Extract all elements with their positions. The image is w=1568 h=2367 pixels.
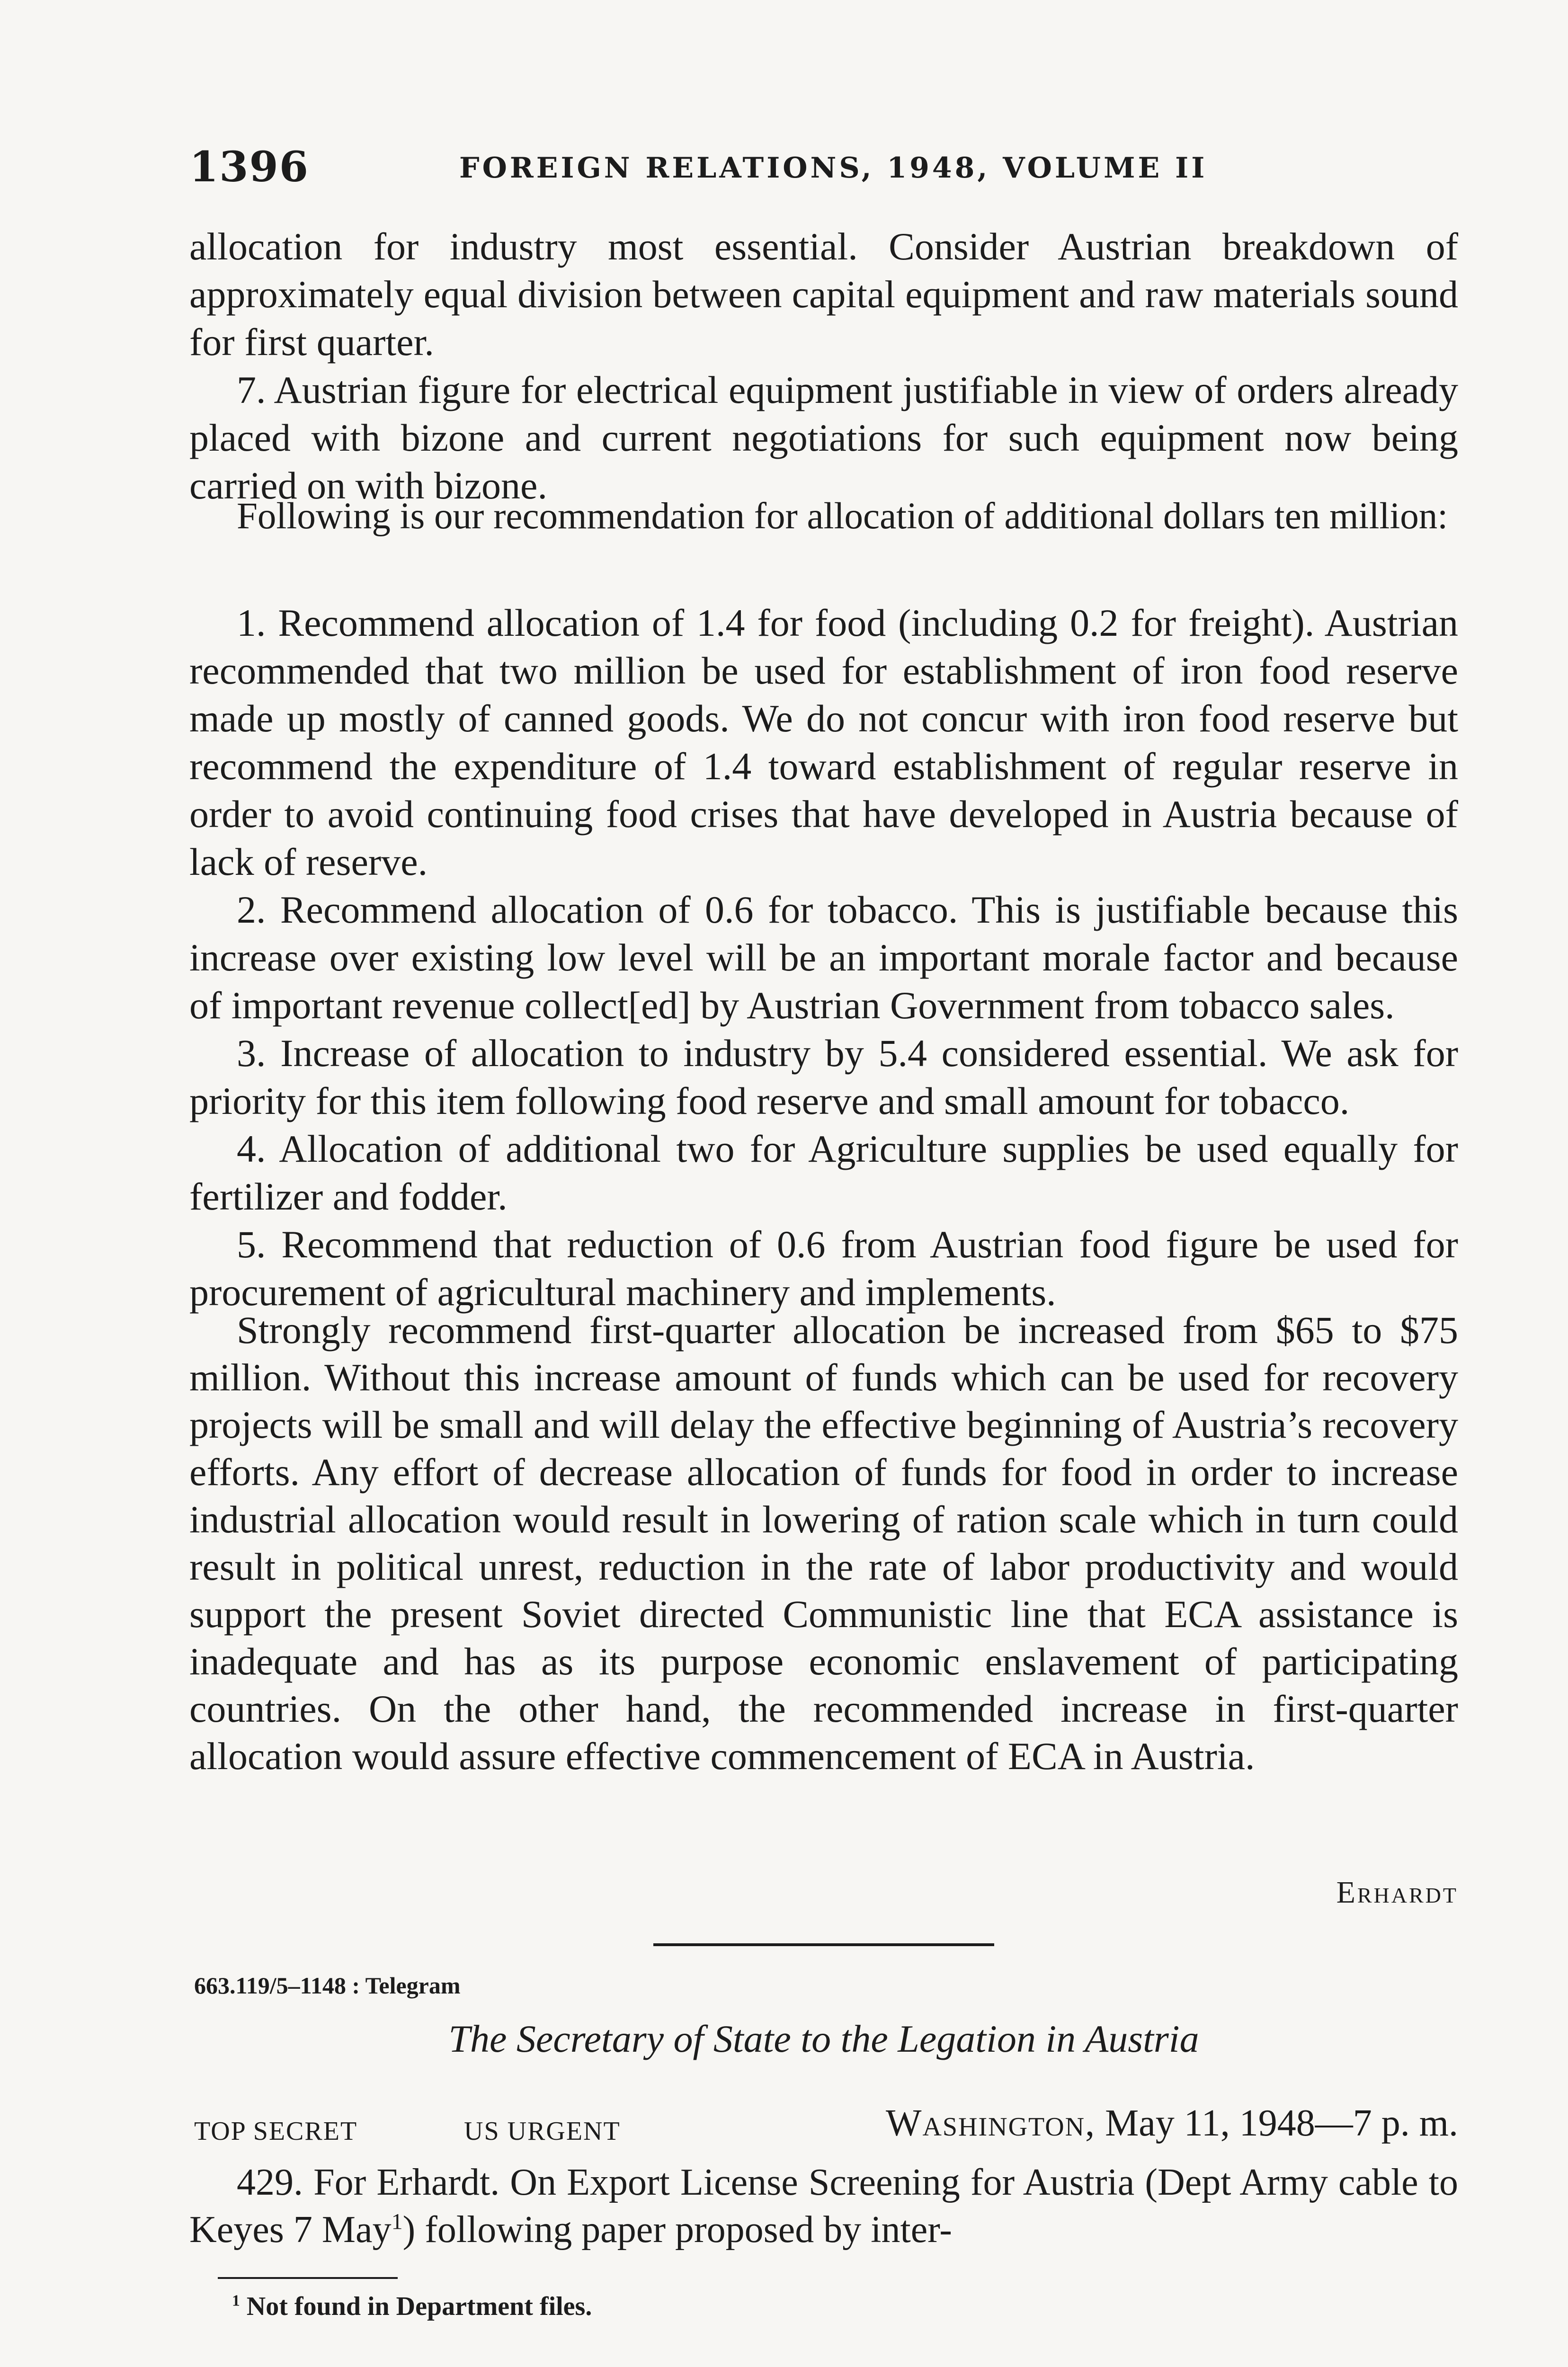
recommendation-intro: Following is our recommendation for allocation of additional dollars ten million: — [237, 496, 1448, 537]
recommendation-item: 4. Allocation of additional two for Agriculture supplies be used equally for fertilizer and fodder. — [189, 1127, 1458, 1218]
telegram-body-start: 429. For Erhardt. On Export License Screening for Austria (Dept Army cable to Keyes 7 May — [189, 2162, 1458, 2251]
page-number: 1396 — [189, 142, 309, 191]
recommendation-item: 5. Recommend that reduction of 0.6 from Austrian food figure be used for procurement of agricultural machinery and implements. — [189, 1223, 1458, 1314]
recommendations-list — [189, 599, 1458, 1316]
continued-telegram-top — [189, 222, 1458, 509]
closing-paragraph: Strongly recommend first-quarter allocation be increased from $65 to $75 million. Without this increase amount of funds which can be used for recovery projects will be small and will delay the effective beginning of Austria’s recovery efforts. Any effort of decrease allocation of funds for food in order to increase industrial allocation would result in lowering of ration scale which in turn could result in political unrest, reduction in the rate of labor productivity and would support the present Soviet directed Communistic line that ECA assistance is inadequate and has as its purpose economic enslavement of participating countries. On the other hand, the recommended increase in first-quarter allocation would assure effective commencement of ECA in Austria. — [189, 1308, 1458, 1778]
recommendation-item: 3. Increase of allocation to industry by 5.4 considered essential. We ask for priority for this item following food reserve and small amount for tobacco. — [189, 1032, 1458, 1122]
footnote-reference: 1 — [391, 2209, 403, 2234]
item-7: 7. Austrian figure for electrical equipment justifiable in view of orders already placed with bizone and current negotiations for such equipment now being carried on with bizone. — [189, 368, 1458, 507]
running-head: FOREIGN RELATIONS, 1948, VOLUME II — [459, 151, 1208, 185]
document-title: The Secretary of State to the Legation in Austria — [448, 2017, 1199, 2060]
footnote-rule — [218, 2277, 398, 2279]
footnote-marker: 1 — [232, 2292, 240, 2310]
footnote — [232, 2291, 592, 2322]
dateline — [886, 2102, 1458, 2145]
dateline-date: May 11, 1948—7 p. m. — [1105, 2102, 1458, 2144]
telegram-body — [189, 2159, 1458, 2253]
page-header — [189, 142, 1458, 194]
recommendation-item: 2. Recommend allocation of 0.6 for tobacco. This is justifiable because this increase over existing low level will be an important morale factor and because of important revenue collect[ed] by Austrian Government from tobacco sales. — [189, 888, 1458, 1027]
file-number: 663.119/5–1148 : Telegram — [194, 1972, 461, 1999]
recommendation-item: 1. Recommend allocation of 1.4 for food (including 0.2 for freight). Austrian recommended that two million be used for establishment of iron food reserve made up mostly of canned goods. We do not concur with iron food reserve but recommend the expenditure of 1.4 toward establishment of regular reserve in order to avoid continuing food crises that have developed in Austria because of lack of reserve. — [189, 601, 1458, 883]
top-paragraph: allocation for industry most essential. Consider Austrian breakdown of approximately equal division between capital equipment and raw materials sound for first quarter. — [189, 225, 1458, 364]
footnote-text: Not found in Department files. — [246, 2292, 592, 2321]
telegram-body-end: ) following paper proposed by inter- — [402, 2209, 952, 2251]
dateline-city: Washington, — [885, 2102, 1096, 2144]
section-divider — [653, 1943, 994, 1946]
urgency-marking: US URGENT — [464, 2117, 621, 2146]
signature: Erhardt — [1336, 1875, 1458, 1910]
classification-marking: TOP SECRET — [194, 2117, 358, 2146]
